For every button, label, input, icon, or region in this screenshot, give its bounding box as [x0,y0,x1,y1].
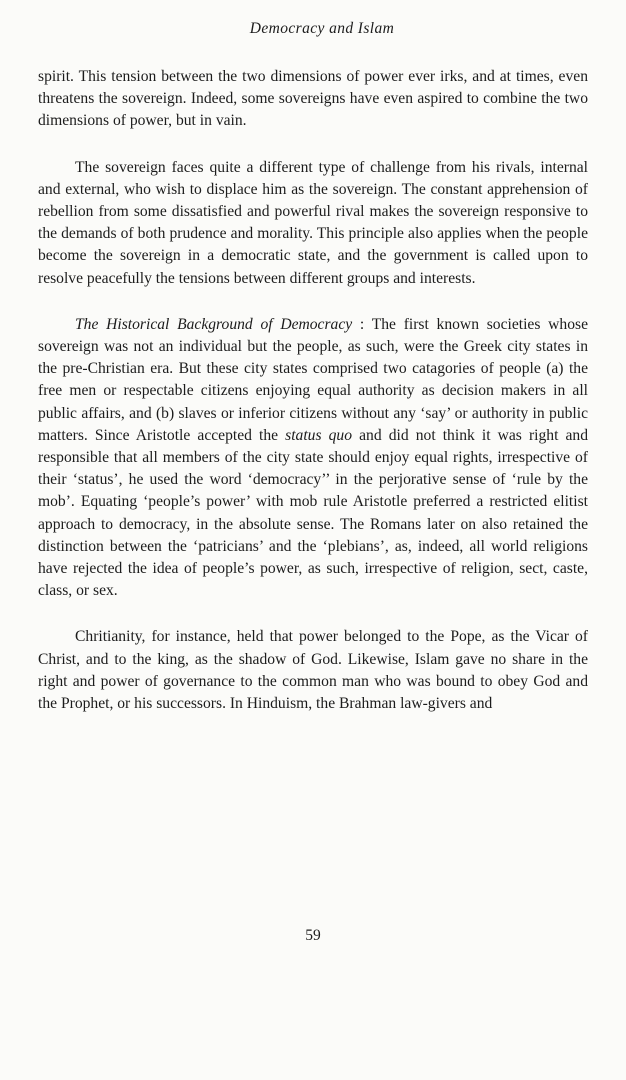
paragraph-gap [38,133,588,157]
status-quo-phrase: status quo [285,426,353,444]
paragraph-continuation: spirit. This tension between the two dimensions of power ever irks, and at times, even threatens the sovereign. Indeed, some sovereigns have even aspired to combine the two dimensions of power, but in vain. [38,68,588,130]
running-head: Democracy and Islam [249,20,395,37]
paragraph-gap [38,290,588,314]
paragraph-text-part2: and did not think it was right and responsible that all members of the city state should enjoy equal rights, irrespective of their ‘status’, he used the word ‘democracy’’ in the perjorative sense of ‘rule by the mob’. Equating ‘people’s power’ with mob rule Aristotle preferred a restricted elitist approach to democracy, in the absolute sense. The Romans later on also retained the distinction between the ‘patricians’ and the ‘plebians’, as, indeed, all world religions have rejected the idea of people’s power, as such, irrespective of religion, sect, caste, class, or sex. [38,426,588,600]
section-heading: The Historical Background of Democracy [75,315,353,333]
paragraph-sovereign-challenge: The sovereign faces quite a different type of challenge from his rivals, internal and external, who wish to displace him as the sovereign. The constant apprehension of rebellion from some dissatisfied and powerful rival makes the sovereign responsive to the demands of both prudence and morality. This principle also applies when the people become the sovereign in a democratic state, and the government is called upon to resolve peacefully the tensions between different groups and interests. [38,158,588,287]
page-number: 59 [305,927,321,944]
heading-colon: : [352,315,372,333]
paragraph-historical-background [38,314,588,603]
paragraph-christianity: Chritianity, for instance, held that power belonged to the Pope, as the Vicar of Christ, and to the king, as the shadow of God. Likewise, Islam gave no share in the right and power of governance to the common man who was bound to obey God and the Prophet, or his successors. In Hinduism, the Brahman law-givers and [38,628,588,713]
paragraph-text-part1: The first known societies whose sovereign was not an individual but the people, as such, were the Greek city states in the pre-Christian era. But these city states comprised two catagories of people (a) the free men or respectable citizens enjoying equal authority as decision makers in all public affairs, and (b) slaves or inferior citizens without any ‘say’ or authority in public matters. Since Aristotle accepted the [38,315,588,444]
body-text [38,66,588,715]
paragraph-gap [38,602,588,626]
